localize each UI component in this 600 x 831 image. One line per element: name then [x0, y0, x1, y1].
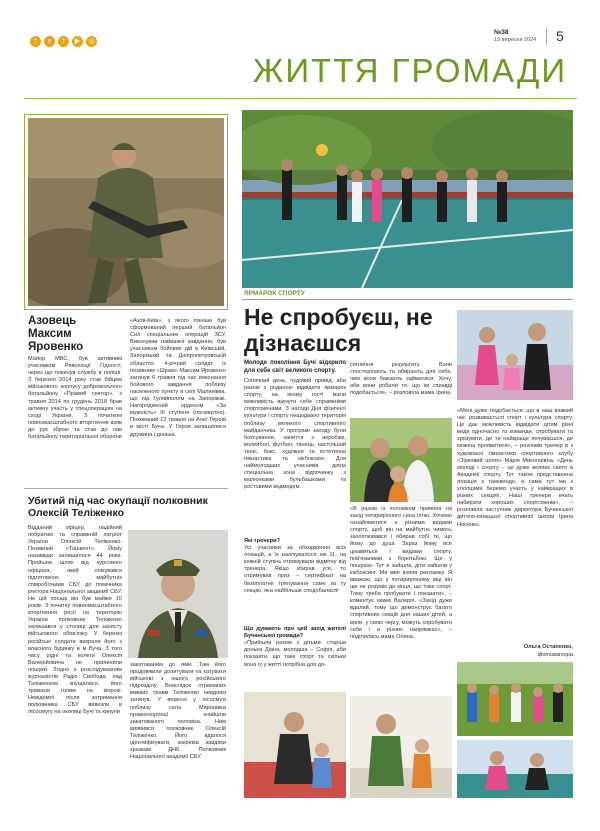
page-number: 5 — [556, 28, 564, 44]
yarovenko-name: Азовець Максим Яровенко — [28, 315, 84, 353]
yarovenko-photo — [28, 118, 224, 306]
telizhenko-text-col1: Відданий офіцер, надійний побратим та справжній патріот України Олексій Теліженко. Позивний «Ташкент». Йому назавжди залишилося 44 роки. Пройшов шлях від курсового офіцера, який опікувався підготовкою майбутніх співробітників СБУ, до помічника ректора Національної академії СБУ. Не цій посаді він був майже 10 років. З початку повномасштабного вторгнення росії на територію України полковник Теліженко залишався у столиці для захисту військового обов'язку. У березні російські солдати викрали його з власного будинку в м Буча. З того часу рідні та колеги Олексія Валерійовича не припиняли пошуки. Згідно з розслідуванням журналістів Радіо Свобода, над Теліженком знущалися, його тримали голим на морозі. Невідомої після затримання полковника СБУ вивезли в лісосмугу на околиці Бучі та кинули — [28, 525, 122, 716]
youtube-icon[interactable]: ▶ — [72, 36, 83, 47]
kids-sports-photo — [457, 662, 573, 736]
telegram-icon[interactable]: t — [58, 36, 69, 47]
bottom-photo-2 — [350, 696, 452, 798]
article-col2-bottom: «В разом із чоловіком привела на захід чотирирічного сина Іллю. Хочемо ознайомитися з різними видами спорту, щоб він на майбутнє чимось захоплювався і обирав собі те, що йому до душі. Зараз йому все цікавиться і видами спорту, пов'язаними з боротьбою. Ще у пошуках. Тут я зайшла, діти зайшли у кікбоксинг. Ми вже взяли рекламку. Я вважаю, що у чотирирічному віці він ще не розуміє до кінця, що таке спорт. Тому треба пробувати і показати», – коментує мама Валерія. «Захід дуже вдалий, тому що демонструє багато спортивних секцій для наших дітей, а вони, у свою чергу, можуть спробувати себе і в різних напрямках», – поділилась мама Олена. — [350, 506, 452, 640]
article-question-1: Які тренери? — [244, 538, 280, 544]
article-col1-text: Сонячний день, чудовий привід, аби разом з родиною відвідати ярмарок спорту, на якому гості мали можливість відчути себе справжніми спортсменами. З нагоди Дня фізичної культури і спорту нещодавно територія поблизу великого спортивного майданчика. У програмі заходу були боксування, заняття з аеробіки, волейбол, футбол, танець, настільний теніс, бокс, художня та естетична гімнастика та кікбоксинг. Для наймолодших учасників діяла спеціальна зона відпочинку з малюнками бульбашками та ростовими ведмедем. — [244, 378, 346, 491]
article-col1c-text: «Прийшли разом з дітьми: старша донька Діана, молодша – Софія, аби показати, що таке спорт та скільки вона їх у житті потрібна для до- — [244, 640, 346, 668]
telizhenko-text-col2: закатованим до ями. Там його продовжили допитувати та катувати військові з іншого російського підрозділу. Внаслідок отриманих важких травм Теліженко невдовзі загинув. У вересні у лісосмузі поблизу села Миронівка правоохоронці знайшли закатованого чоловіка. Ним виявився полковник Олексій Теліженко. Його вдалося ідентифікувати, зокрема завдяки зразкам ДНК. Полковник Національної академії СБУ. — [130, 662, 226, 761]
viber-icon[interactable]: v — [44, 36, 55, 47]
telizhenko-photo — [128, 530, 228, 658]
bottom-photo-3 — [457, 740, 573, 798]
article-byline-role: фотоватора — [537, 652, 573, 658]
article-col2-top: сягнення результату. Вони спостерігають та обирають для себе, чим вони бажають займатися. Хочу, аби вони робили те, що їм справді подобається», – розповіла мама Ірина. — [350, 362, 452, 397]
hero-rule — [242, 299, 573, 300]
facebook-icon[interactable]: f — [30, 36, 41, 47]
article-headline: Не спробуєш, не дізнаєшся — [244, 304, 433, 356]
telizhenko-headline: Убитий під час окупації полковник Олексій Теліженко — [28, 495, 208, 519]
section-title: ЖИТТЯ ГРОМАДИ — [252, 52, 568, 89]
header-divider — [546, 28, 547, 45]
yarovenko-text-col2: «Азов-Київ», з якого пізніше був сформований перший батальйон Сил спеціальних операцій ЗСУ. Виконував найважчі завдання, був учасником бойових дій в Київській, Запорізькій та Дніпропетровській областях. 4-річний солдат із позивним «Шрам» Максим Яровенко загинув 6 травня під час виконання бойового завдання поблизу населеного пункту в селі Малинівка, що під Гуляйполем на Запоріжжі. Нагороджений орденом «За мужність» III ступеня (посмертно). Похований 12 травня на Алеї Героїв в місті Буча. У Героя залишилися дружина і донька. — [130, 318, 226, 438]
instagram-icon[interactable]: ◎ — [86, 36, 97, 47]
issue-date: 19 вересня 2024 — [494, 37, 537, 43]
hero-photo-volleyball — [242, 110, 573, 288]
left-divider — [24, 488, 228, 489]
article-question-2: Що думають про цей захід жителі Бучанської громади? — [244, 626, 346, 640]
family-photo — [350, 418, 452, 502]
article-lead: Молоде покоління Бучі відкрило для себе світ великого спорту. — [244, 360, 346, 374]
issue-number: №38 — [494, 29, 509, 36]
section-label: ЯРМАРОК СПОРТУ — [244, 290, 305, 297]
article-byline: Ольга Остапенко, — [523, 644, 573, 650]
bottom-photo-1 — [244, 692, 346, 798]
gymnast-photo — [457, 310, 573, 400]
article-col3: «Мені дуже подобається, що в наш важкий час розвивається спорт і культура спорту. Це дає можливість відвідати дітям різні види одночасно та команди, спробувати та зрозуміти, де ти найкраще почуваєшся, де можеш проявитися», – розповів тренер в з художньої гімнастики спортивного клубу «Зірковий шлях» Марія Миколаївна. «День молоді і спорту – це дуже велике свято в Академії спорту. Тут також представлена локація з таеквондо, а сама тут ми з хлопцями беремо участь у найкращих в різних секціях. Наші тренери вчать набирати хороших спортсменів», – розповіла заступник директора Бучанської дитячо-юнацької спортивної школи Ірина Носенко. — [457, 408, 573, 528]
article-col1b-text: Усі учасники за обходження всіх локацій, а їх налічувалося аж 11, на кожній ступінь отримували відмітку від тренера. Якщо збирав усе, то отримував приз – сертифікат на безоплатне тренування саме за ту секцію, яка найбільше сподобалася! — [244, 545, 346, 594]
header-rule — [24, 98, 577, 99]
social-icons-row — [30, 30, 100, 48]
yarovenko-text-col1: Майор МВС, був активним учасником Революції Гідності, через що покинув службу в поліції. З березня 2014 року став бійцем військового корпусу добровольчого батальйону «Правий сектор», з травня 2014 по грудень 2018 брав активну участь у спецопераціях на сході України. З початком повномасштабного вторгнення взяв до рук зброю та став до лав батальйону територіальної оборони — [28, 356, 122, 441]
